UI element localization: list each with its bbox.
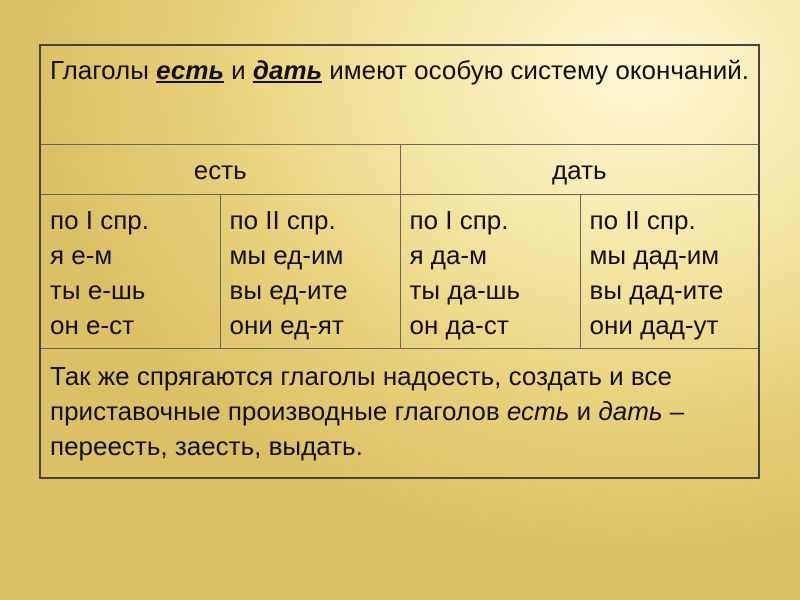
note-text-part: – переесть, заесть, выдать.	[50, 396, 685, 461]
conjugation-cell-est-2	[220, 195, 400, 349]
note-text-part: Так же спрягаются глаголы надоесть, создать и все приставочные производные глаголов	[50, 361, 672, 426]
note-text-part: и	[569, 396, 599, 426]
verb-est-italic: есть	[506, 396, 570, 426]
conjugation-table	[39, 44, 760, 479]
conjugation-form: вы дад-ите	[589, 275, 724, 305]
intro-text-part: Глаголы	[50, 55, 157, 85]
note-text	[41, 349, 758, 464]
conjugation-form: он да-ст	[409, 310, 509, 340]
conjugation-form: вы ед-ите	[229, 275, 348, 305]
conjugation-cell-est-1	[40, 195, 220, 349]
conjugation-form: они ед-ят	[229, 310, 344, 340]
conjugation-type-label: по II спр.	[589, 205, 696, 235]
conjugation-type-label: по I спр.	[50, 205, 149, 235]
conjugation-form: он е-ст	[50, 310, 135, 340]
conjugation-form: они дад-ут	[589, 310, 719, 340]
intro-text-part: имеют особую систему окончаний.	[322, 55, 749, 85]
conjugation-type-label: по II спр.	[229, 205, 336, 235]
header-dat	[400, 145, 759, 195]
conjugation-form: мы дад-им	[589, 240, 720, 270]
header-dat-label: дать	[552, 154, 607, 185]
verb-dat-emphasis: дать	[252, 55, 323, 85]
intro-text-part: и	[223, 55, 253, 85]
verb-dat-italic: дать	[598, 396, 663, 426]
note-cell	[40, 349, 759, 479]
intro-cell	[40, 45, 759, 145]
header-est	[40, 145, 400, 195]
conjugation-form: ты да-шь	[409, 275, 521, 305]
conjugation-form: ты е-шь	[50, 275, 146, 305]
conjugation-form: я е-м	[50, 240, 113, 270]
conjugation-cell-dat-2	[580, 195, 759, 349]
conjugation-form: мы ед-им	[229, 240, 344, 270]
conjugation-form: я да-м	[409, 240, 487, 270]
conjugation-type-label: по I спр.	[409, 205, 509, 235]
conjugation-cell-dat-1	[400, 195, 580, 349]
verb-est-emphasis: есть	[156, 55, 224, 85]
header-est-label: есть	[193, 154, 247, 185]
intro-text	[41, 46, 758, 87]
